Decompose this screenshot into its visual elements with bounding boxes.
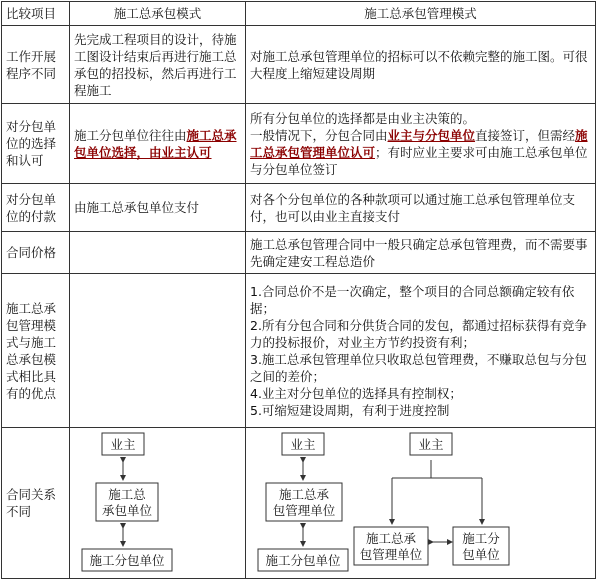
text: 直接签订，但需经	[475, 127, 576, 143]
gcm-cell	[246, 104, 596, 184]
text: 施工分包单位往往由	[74, 127, 187, 143]
owner-label: 业主	[110, 437, 136, 452]
sub-label: 施工分包单位	[89, 553, 165, 568]
gcm-label-line2: 包管理单位	[359, 547, 423, 562]
text: 所有分包单位的选择都是由业主决策的。	[250, 110, 476, 126]
advantage-item: 4.业主对分包单位的选择具有控制权；	[250, 385, 462, 401]
row-label: 合同关系不同	[2, 428, 70, 579]
header-general-contracting-management: 施工总承包管理模式	[246, 2, 596, 26]
gcm-diagram-cell	[246, 428, 596, 579]
gc-contract-diagram	[70, 428, 246, 578]
text: ；有时应业主要求可由施工总承包单位与分包单位签订	[250, 144, 588, 177]
advantage-item: 1.合同总价不是一次确定，整个项目的合同总额确定较有依据；	[250, 283, 575, 316]
gc-cell: 先完成工程项目的设计，待施工图设计结束后再进行施工总承包的招投标，然后再进行工程施工	[70, 26, 246, 104]
gcm-cell: 施工总承包管理合同中一般只确定总承包管理费，而不需要事先确定建安工程总造价	[246, 232, 596, 274]
row-advantages	[2, 274, 596, 428]
row-label: 施工总承包管理模式与施工总承包模式相比具有的优点	[2, 274, 70, 428]
highlight-text: 施工总承包单位选择，由业主认可	[74, 127, 237, 160]
row-label: 对分包单位的选择和认可	[2, 104, 70, 184]
row-subcontractor-payment	[2, 184, 596, 232]
sub-label: 施工分包单位	[265, 553, 341, 568]
gcm-label-line2: 包管理单位	[272, 503, 336, 518]
gcm-cell	[246, 274, 596, 428]
gcm-label-line1: 施工总承	[278, 487, 330, 502]
text: 一般情况下，分包合同由	[250, 127, 388, 143]
row-work-procedure	[2, 26, 596, 104]
gc-label-line2: 承包单位	[101, 503, 153, 518]
gcm-label-line1: 施工总承	[365, 531, 417, 546]
gc-cell	[70, 104, 246, 184]
header-row	[2, 2, 596, 26]
gc-diagram-cell	[70, 428, 246, 579]
owner-label: 业主	[290, 437, 316, 452]
gc-label-line1: 施工总	[108, 487, 146, 502]
gc-cell	[70, 232, 246, 274]
row-contract-price	[2, 232, 596, 274]
row-label: 合同价格	[2, 232, 70, 274]
advantage-item: 3.施工总承包管理单位只收取总包管理费，不赚取总包与分包之间的差价；	[250, 351, 587, 384]
comparison-table	[1, 1, 596, 579]
row-contract-relationship	[2, 428, 596, 579]
sub-label-line2: 包单位	[462, 547, 500, 562]
advantage-item: 2.所有分包合同和分供货合同的发包，都通过招标获得有竞争力的投标报价，对业主方节约投资有利；	[250, 317, 587, 350]
row-subcontractor-selection	[2, 104, 596, 184]
gcm-cell: 对施工总承包管理单位的招标可以不依赖完整的施工图。可很大程度上缩短建设周期	[246, 26, 596, 104]
highlight-text: 施工总承包管理单位认可	[250, 127, 588, 160]
gcm-cell: 对各个分包单位的各种款项可以通过施工总承包管理单位支付，也可以由业主直接支付	[246, 184, 596, 232]
row-label: 对分包单位的付款	[2, 184, 70, 232]
owner-label: 业主	[418, 437, 444, 452]
advantage-item: 5.可缩短建设周期，有利于进度控制	[250, 402, 450, 418]
header-compare-item: 比较项目	[2, 2, 70, 26]
gc-cell: 由施工总承包单位支付	[70, 184, 246, 232]
highlight-text: 业主与分包单位	[387, 127, 476, 143]
row-label: 工作开展程序不同	[2, 26, 70, 104]
sub-label-line1: 施工分	[462, 531, 500, 546]
header-general-contracting: 施工总承包模式	[70, 2, 246, 26]
gc-cell	[70, 274, 246, 428]
gcm-contract-diagram	[246, 428, 596, 578]
